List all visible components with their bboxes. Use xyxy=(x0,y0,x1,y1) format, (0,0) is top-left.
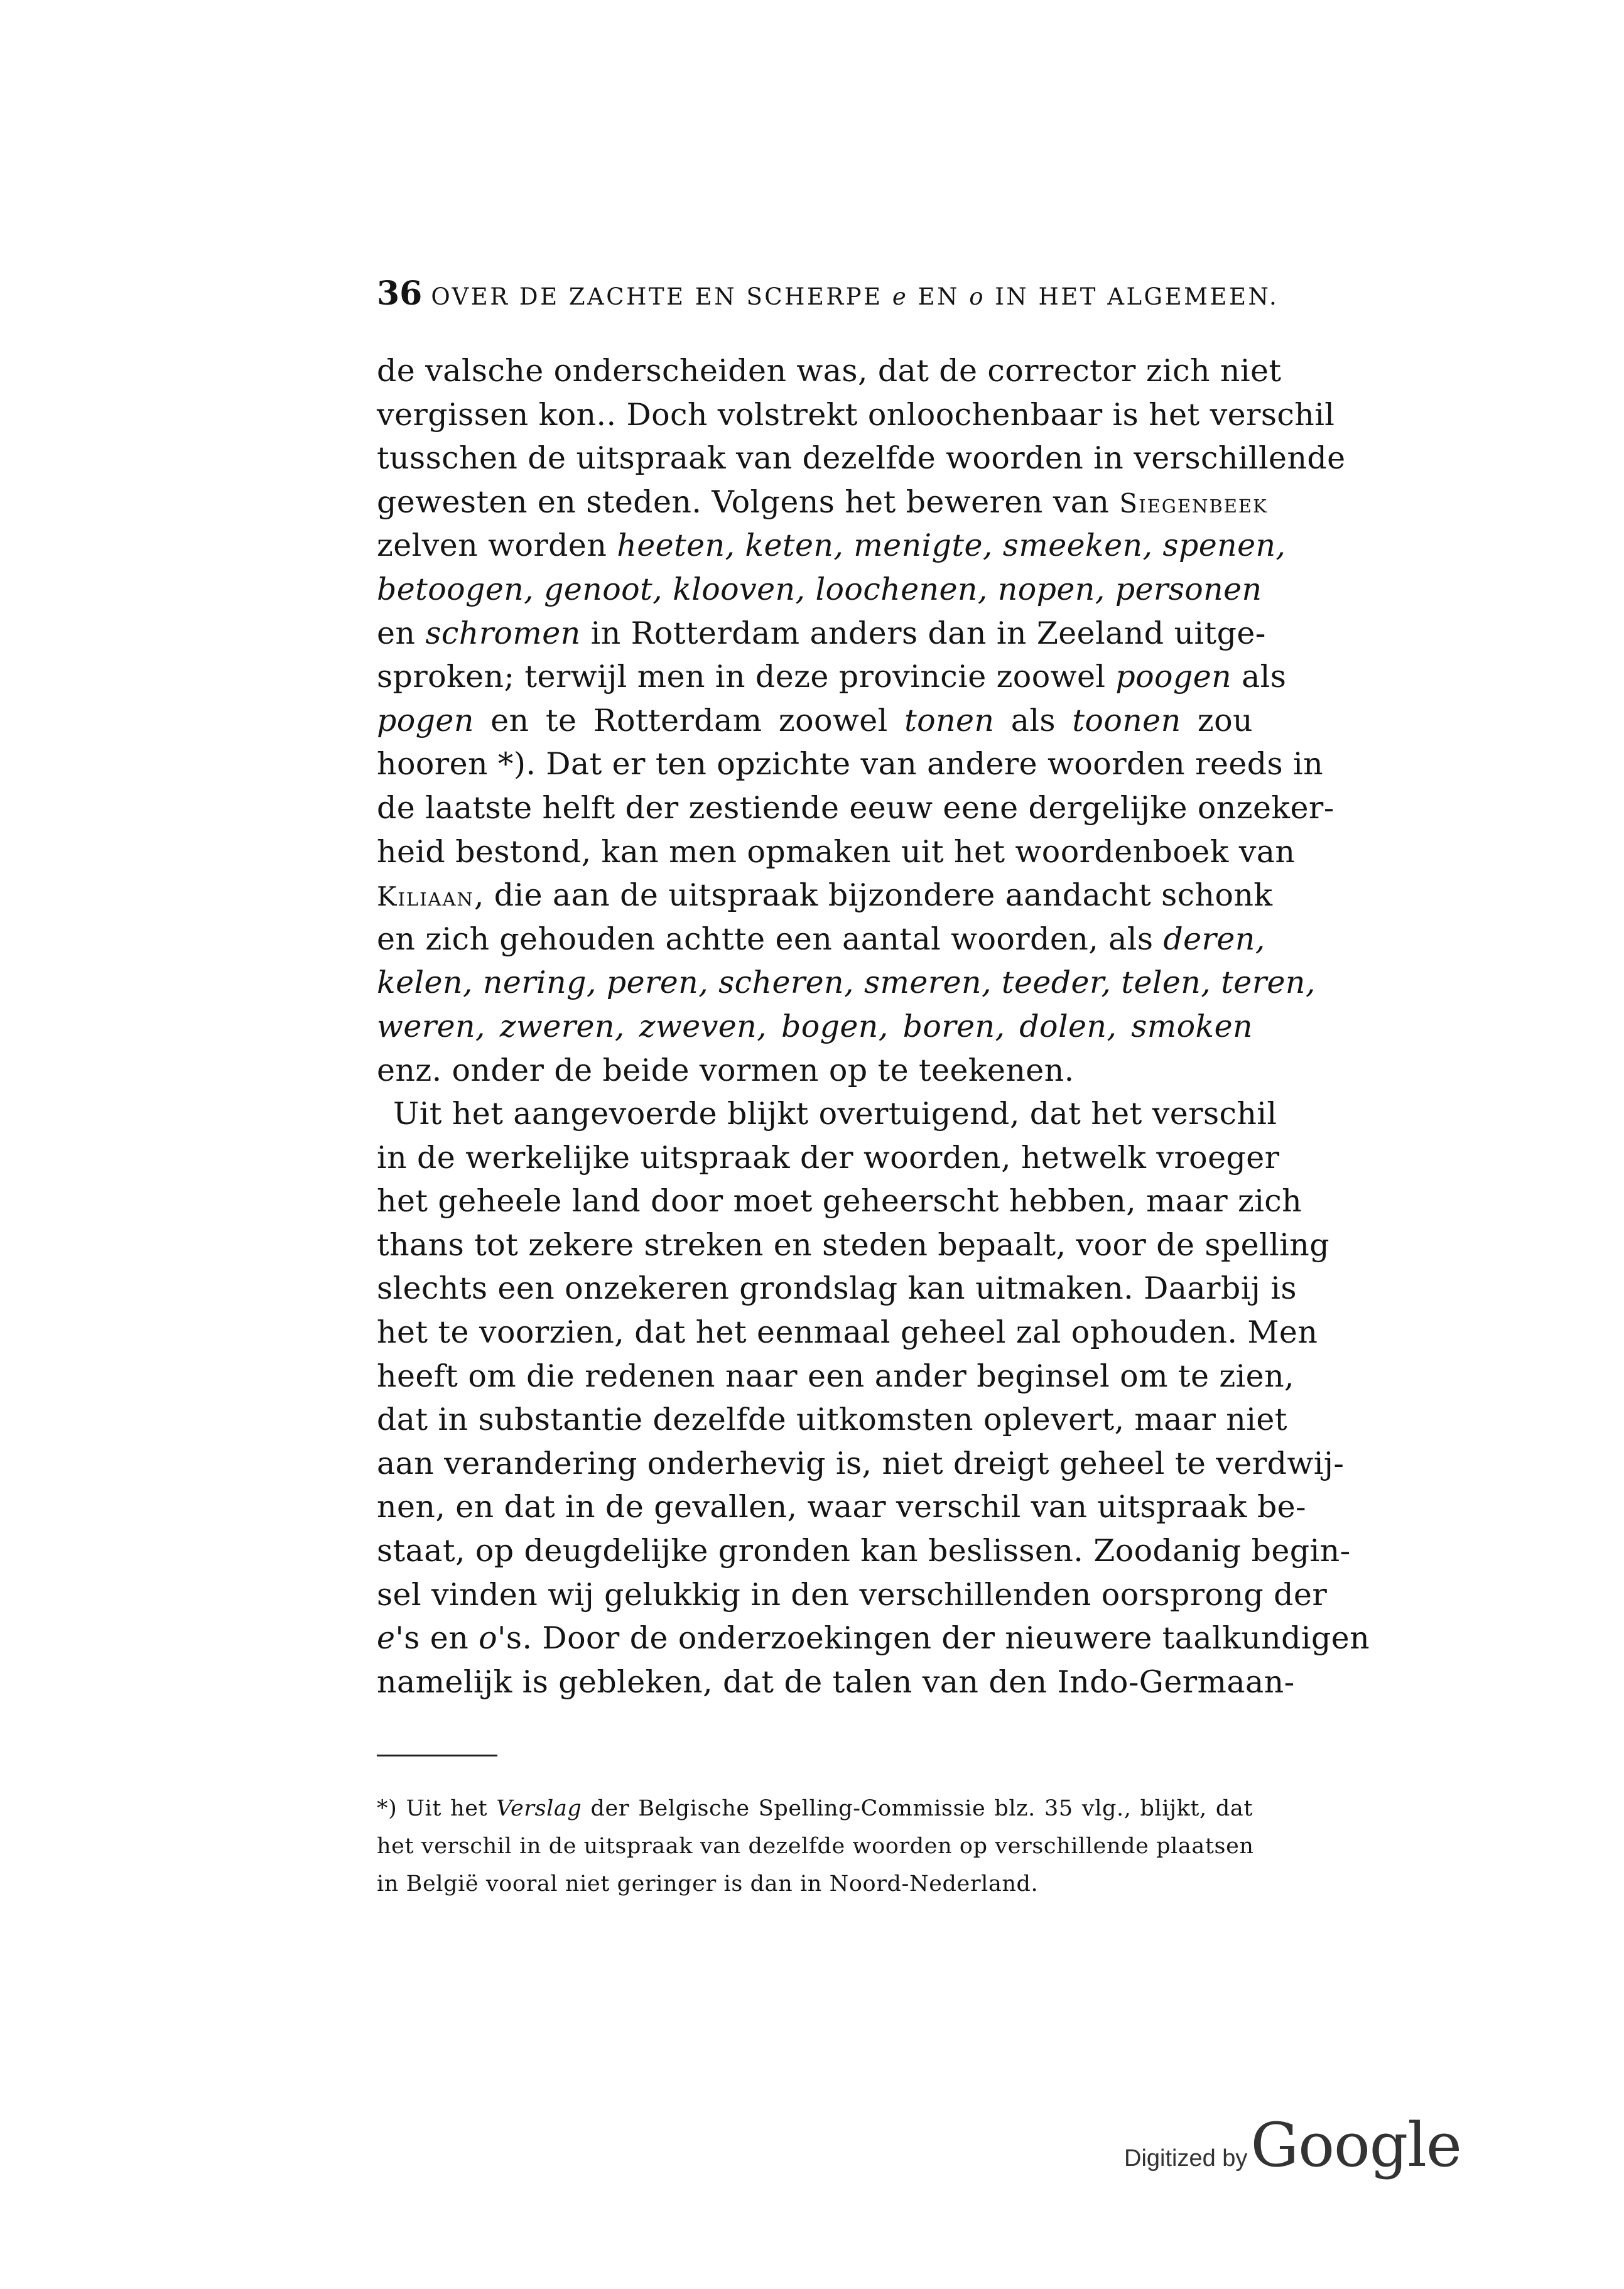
body-text xyxy=(377,349,1370,1704)
text-line: gewesten en steden. Volgens het beweren van Siegenbeek xyxy=(377,484,1268,520)
running-head-title-1: OVER DE ZACHTE EN SCHERPE xyxy=(431,283,892,310)
text-line: hooren *). Dat er ten opzichte van andere woorden reeds in xyxy=(377,746,1324,782)
text-line: enz. onder de beide vormen op te teekenen. xyxy=(377,1052,1075,1088)
text-line: en zich gehouden achtte een aantal woorden, als deren, xyxy=(377,921,1265,957)
running-head-e: e xyxy=(892,283,909,310)
text-line: sproken; terwijl men in deze provincie zoowel poogen als xyxy=(377,659,1287,695)
text-line: de valsche onderscheiden was, dat de corrector zich niet xyxy=(377,353,1282,389)
author-name-siegenbeek: Siegenbeek xyxy=(1119,487,1268,519)
text-line: betoogen, genoot, klooven, loochenen, nopen, personen xyxy=(377,571,1262,607)
page-number: 36 xyxy=(377,274,423,313)
footnote-line: het verschil in de uitspraak van dezelfde woorden op verschillende plaatsen xyxy=(377,1834,1254,1859)
digitized-by-watermark xyxy=(1124,2110,1463,2179)
text-line: kelen, nering, peren, scheren, smeren, teeder, telen, teren, xyxy=(377,965,1316,1001)
google-logo-text: Google xyxy=(1250,2110,1461,2180)
text-line: de laatste helft der zestiende eeuw eene dergelijke onzeker- xyxy=(377,789,1334,826)
footnote-line: in België vooral niet geringer is dan in Noord-Nederland. xyxy=(377,1871,1039,1897)
running-head-o: o xyxy=(969,283,986,310)
text-line: dat in substantie dezelfde uitkomsten oplevert, maar niet xyxy=(377,1402,1287,1438)
text-line: namelijk is gebleken, dat de talen van den Indo-Germaan- xyxy=(377,1664,1295,1700)
text-line: het te voorzien, dat het eenmaal geheel zal ophouden. Men xyxy=(377,1314,1318,1351)
text-line: nen, en dat in de gevallen, waar verschil van uitspraak be- xyxy=(377,1489,1306,1525)
text-line: staat, op deugdelijke gronden kan beslissen. Zoodanig begin- xyxy=(377,1533,1351,1569)
text-line: vergissen kon.. Doch volstrekt onloochenbaar is het verschil xyxy=(377,396,1335,433)
text-line: Uit het aangevoerde blijkt overtuigend, dat het verschil xyxy=(393,1096,1277,1132)
text-line: weren, zweren, zweven, bogen, boren, dolen, smoken xyxy=(377,1008,1253,1044)
footnote xyxy=(377,1790,1253,1903)
author-name-kiliaan: Kiliaan xyxy=(377,881,474,912)
text-line: slechts een onzekeren grondslag kan uitmaken. Daarbij is xyxy=(377,1270,1297,1307)
text-line: pogen en te Rotterdam zoowel tonen als toonen zou xyxy=(377,702,1253,739)
text-line: en schromen in Rotterdam anders dan in Zeeland uitge- xyxy=(377,615,1266,651)
text-line: zelven worden heeten, keten, menigte, smeeken, spenen, xyxy=(377,528,1286,564)
text-line: het geheele land door moet geheerscht hebben, maar zich xyxy=(377,1183,1302,1220)
running-head-title-2: EN xyxy=(908,283,970,310)
footnote-line: *) Uit het Verslag der Belgische Spelling-Commissie blz. 35 vlg., blijkt, dat xyxy=(377,1796,1253,1821)
running-head-title-3: IN HET ALGEMEEN. xyxy=(985,283,1279,310)
text-line: Kiliaan, die aan de uitspraak bijzondere aandacht schonk xyxy=(377,877,1273,914)
footnote-divider xyxy=(377,1755,497,1756)
text-line: thans tot zekere streken en steden bepaalt, voor de spelling xyxy=(377,1226,1329,1263)
text-line: heid bestond, kan men opmaken uit het woordenboek van xyxy=(377,833,1296,870)
watermark-prefix: Digitized by xyxy=(1124,2145,1248,2172)
text-line: sel vinden wij gelukkig in den verschillenden oorsprong der xyxy=(377,1576,1328,1613)
text-line: tusschen de uitspraak van dezelfde woorden in verschillende xyxy=(377,440,1346,477)
text-line: heeft om die redenen naar een ander beginsel om te zien, xyxy=(377,1358,1295,1394)
text-line: e's en o's. Door de onderzoekingen der nieuwere taalkundigen xyxy=(377,1620,1370,1657)
text-line: in de werkelijke uitspraak der woorden, hetwelk vroeger xyxy=(377,1139,1280,1176)
running-head xyxy=(377,274,1279,315)
text-line: aan verandering onderhevig is, niet dreigt geheel te verdwij- xyxy=(377,1445,1345,1481)
